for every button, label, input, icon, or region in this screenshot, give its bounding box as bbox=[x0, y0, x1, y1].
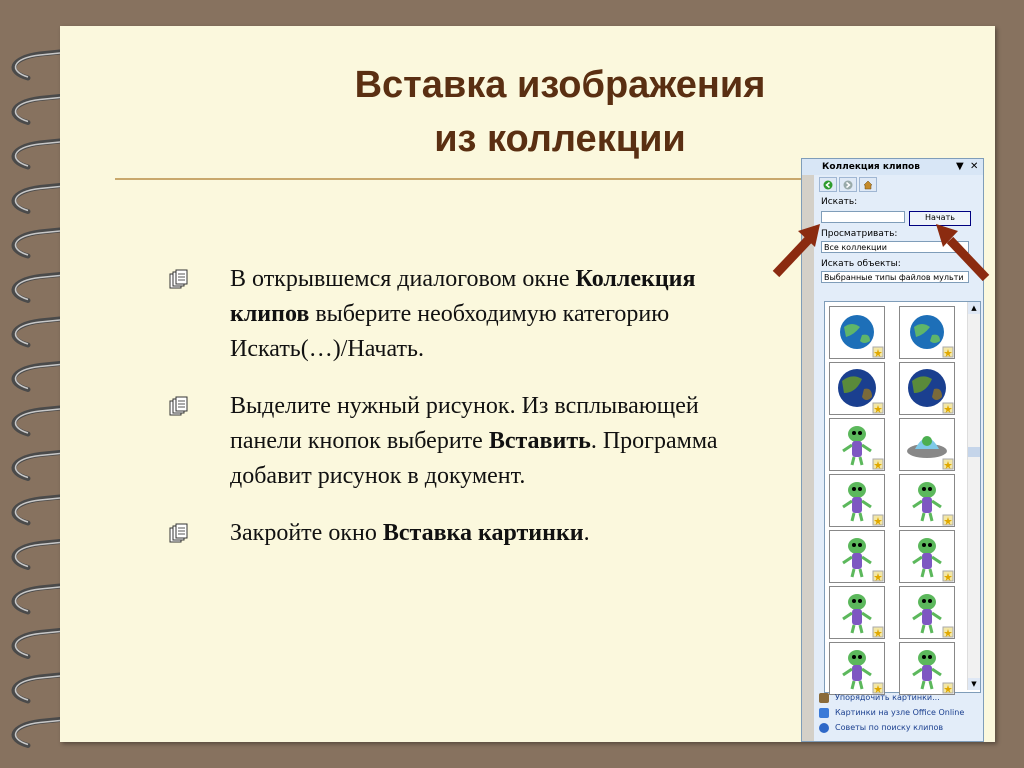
bullet-text: Выделите нужный рисунок. Из всплывающей панели кнопок выберите Вставить. Программа добавит рисунок в документ. bbox=[230, 393, 718, 489]
bullet-text: В открывшемся диалоговом окне Коллекция клипов выберите необходимую категорию Искать(…)/Начать. bbox=[230, 266, 696, 362]
globe-clip-thumbnail[interactable] bbox=[829, 306, 885, 359]
arrow-to-search-field-icon bbox=[768, 218, 828, 280]
pane-menu-button[interactable]: ▼ bbox=[956, 161, 964, 172]
alien-clip-thumbnail[interactable] bbox=[899, 474, 955, 527]
documents-bullet-icon bbox=[168, 389, 230, 494]
documents-bullet-icon bbox=[168, 516, 230, 551]
alien-clip-thumbnail[interactable] bbox=[829, 642, 885, 695]
globe-clip-thumbnail[interactable] bbox=[899, 306, 955, 359]
bullet-item bbox=[168, 389, 748, 494]
alien-clip-thumbnail[interactable] bbox=[829, 586, 885, 639]
scroll-up-arrow[interactable]: ▲ bbox=[968, 302, 980, 314]
pane-title-bar bbox=[802, 159, 983, 175]
alien-clip-thumbnail[interactable] bbox=[829, 418, 885, 471]
organize-clips-link[interactable]: Упорядочить картинки... bbox=[819, 690, 964, 705]
alien-clip-thumbnail[interactable] bbox=[829, 530, 885, 583]
results-scrollbar[interactable] bbox=[967, 302, 980, 690]
bullet-text: Закройте окно Вставка картинки. bbox=[230, 520, 590, 546]
thumbnail-grid bbox=[829, 306, 955, 695]
arrow-to-start-button-icon bbox=[930, 218, 994, 284]
title-divider bbox=[115, 178, 805, 180]
back-icon[interactable] bbox=[819, 177, 837, 192]
office-online-link[interactable]: Картинки на узле Office Online bbox=[819, 705, 964, 720]
page-title: Вставка изображения из коллекции bbox=[354, 64, 766, 160]
alien-clip-thumbnail[interactable] bbox=[899, 530, 955, 583]
ufo-clip-thumbnail[interactable] bbox=[899, 418, 955, 471]
alien-clip-thumbnail[interactable] bbox=[829, 474, 885, 527]
pane-close-button[interactable]: ✕ bbox=[970, 161, 979, 172]
pane-title: Коллекция клипов bbox=[822, 162, 920, 172]
earth-clip-thumbnail[interactable] bbox=[899, 362, 955, 415]
browse-label: Просматривать: bbox=[821, 229, 898, 239]
alien-clip-thumbnail[interactable] bbox=[899, 586, 955, 639]
clip-results bbox=[824, 301, 981, 693]
bullet-item bbox=[168, 516, 748, 551]
search-label: Искать: bbox=[821, 197, 858, 207]
scroll-down-arrow[interactable]: ▼ bbox=[968, 678, 980, 690]
file-types-select[interactable]: Выбранные типы файлов мульти bbox=[821, 271, 969, 283]
scroll-thumb[interactable] bbox=[968, 447, 980, 457]
search-input[interactable] bbox=[821, 211, 905, 223]
pane-navigation bbox=[819, 177, 877, 192]
search-tips-link[interactable]: Советы по поиску клипов bbox=[819, 720, 964, 735]
bullet-list bbox=[168, 262, 748, 573]
forward-icon[interactable] bbox=[839, 177, 857, 192]
alien-clip-thumbnail[interactable] bbox=[899, 642, 955, 695]
bullet-item bbox=[168, 262, 748, 367]
collections-select[interactable]: Все коллекции bbox=[821, 241, 969, 253]
documents-bullet-icon bbox=[168, 262, 230, 367]
objects-label: Искать объекты: bbox=[821, 259, 901, 269]
pane-links bbox=[819, 690, 964, 735]
earth-clip-thumbnail[interactable] bbox=[829, 362, 885, 415]
start-search-button[interactable]: Начать bbox=[909, 211, 971, 226]
home-icon[interactable] bbox=[859, 177, 877, 192]
